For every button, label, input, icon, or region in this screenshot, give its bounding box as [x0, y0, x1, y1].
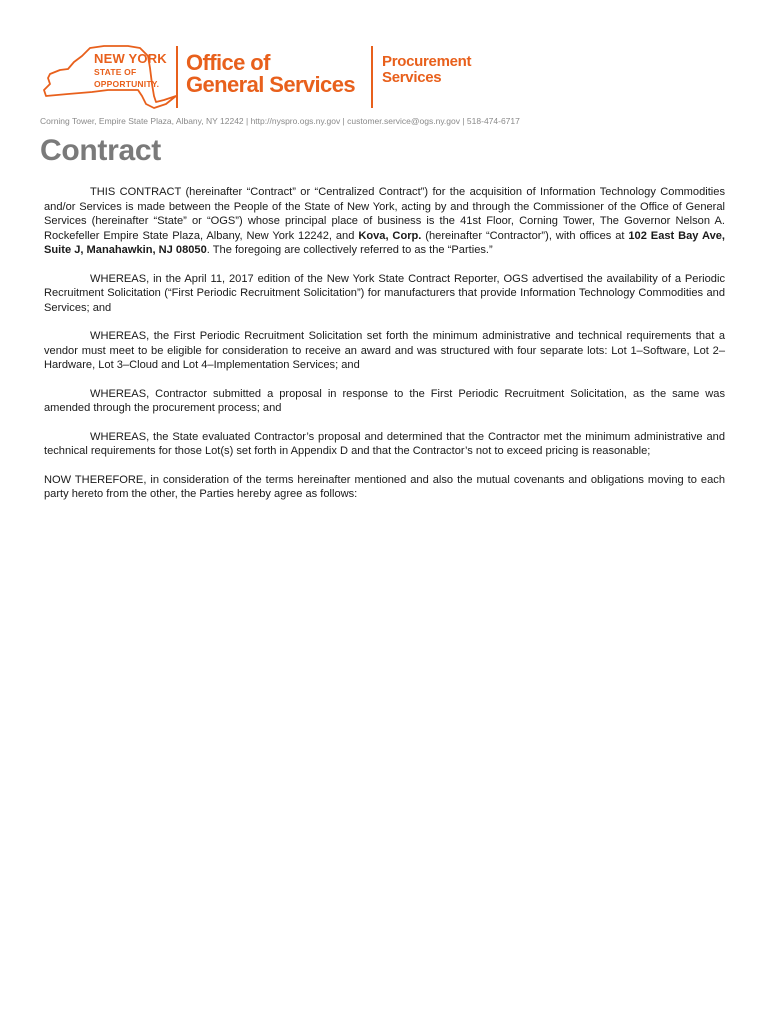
procurement-line2: Services	[382, 68, 442, 86]
ny-state-logo-text	[94, 52, 167, 89]
ogs-line1: Office of	[186, 50, 270, 75]
contractor-name: Kova, Corp.	[358, 229, 422, 242]
ny-logo-line3: OPPORTUNITY.	[94, 78, 160, 89]
contractor-address: 102 East Bay Ave, Suite J, Manahawkin, NJ 08050	[44, 229, 725, 256]
header-divider	[371, 46, 373, 108]
paragraph-whereas-1: WHEREAS, in the April 11, 2017 edition of the New York State Contract Reporter, OGS advertised the availability of a Periodic Recruitment Solicitation (“First Periodic Recruitment Solicitation”) for manufacturers that provide Information Technology Commodities and Services; and	[44, 272, 725, 314]
preamble-text-a: THIS CONTRACT (hereinafter “Contract” or “Centralized Contract”) for the acquisition of Information Technology Commodities and/or Services is made between the People of the State of New York, acting by and through the Commissioner of the Office of General Services (hereinafter “State” or “OGS”) whose principal place of business is the 41st Floor, Corning Tower, The Governor Nelson A. Rockefeller Empire State Plaza, Albany, New York 12242, and	[44, 186, 725, 242]
preamble-text-c: (hereinafter “Contractor”), with offices at	[421, 229, 629, 242]
ny-logo-line2: STATE OF	[94, 67, 137, 77]
contract-body	[44, 185, 725, 516]
preamble-text-e: . The foregoing are collectively referred to as the “Parties.”	[206, 244, 493, 256]
contact-line: Corning Tower, Empire State Plaza, Albany, NY 12242 | http://nyspro.ogs.ny.gov | customer.service@ogs.ny.gov | 518-474-6717	[40, 116, 520, 126]
procurement-line1: Procurement	[382, 53, 472, 70]
ny-logo-line1: NEW YORK	[94, 51, 167, 66]
ogs-logo-text	[186, 52, 355, 97]
letterhead	[38, 40, 738, 112]
paragraph-whereas-4: WHEREAS, the State evaluated Contractor’s proposal and determined that the Contractor met the minimum administrative and technical requirements for those Lot(s) set forth in Appendix D and that the Contractor’s not to exceed pricing is reasonable;	[44, 430, 725, 457]
document-title: Contract	[40, 134, 161, 167]
paragraph-preamble	[44, 185, 725, 258]
paragraph-whereas-3: WHEREAS, Contractor submitted a proposal in response to the First Periodic Recruitment Solicitation, as the same was amended through the procurement process; and	[44, 387, 725, 414]
paragraph-whereas-2: WHEREAS, the First Periodic Recruitment Solicitation set forth the minimum administrative and technical requirements that a vendor must meet to be eligible for consideration to receive an award and was structured with four separate lots: Lot 1–Software, Lot 2–Hardware, Lot 3–Cloud and Lot 4–Implementation Services; and	[44, 330, 725, 371]
header-divider	[176, 46, 178, 108]
procurement-services-text	[382, 54, 471, 86]
ogs-line2: General Services	[186, 72, 355, 98]
paragraph-now-therefore: NOW THEREFORE, in consideration of the terms hereinafter mentioned and also the mutual covenants and obligations moving to each party hereto from the other, the Parties hereby agree as follows:	[44, 473, 725, 500]
